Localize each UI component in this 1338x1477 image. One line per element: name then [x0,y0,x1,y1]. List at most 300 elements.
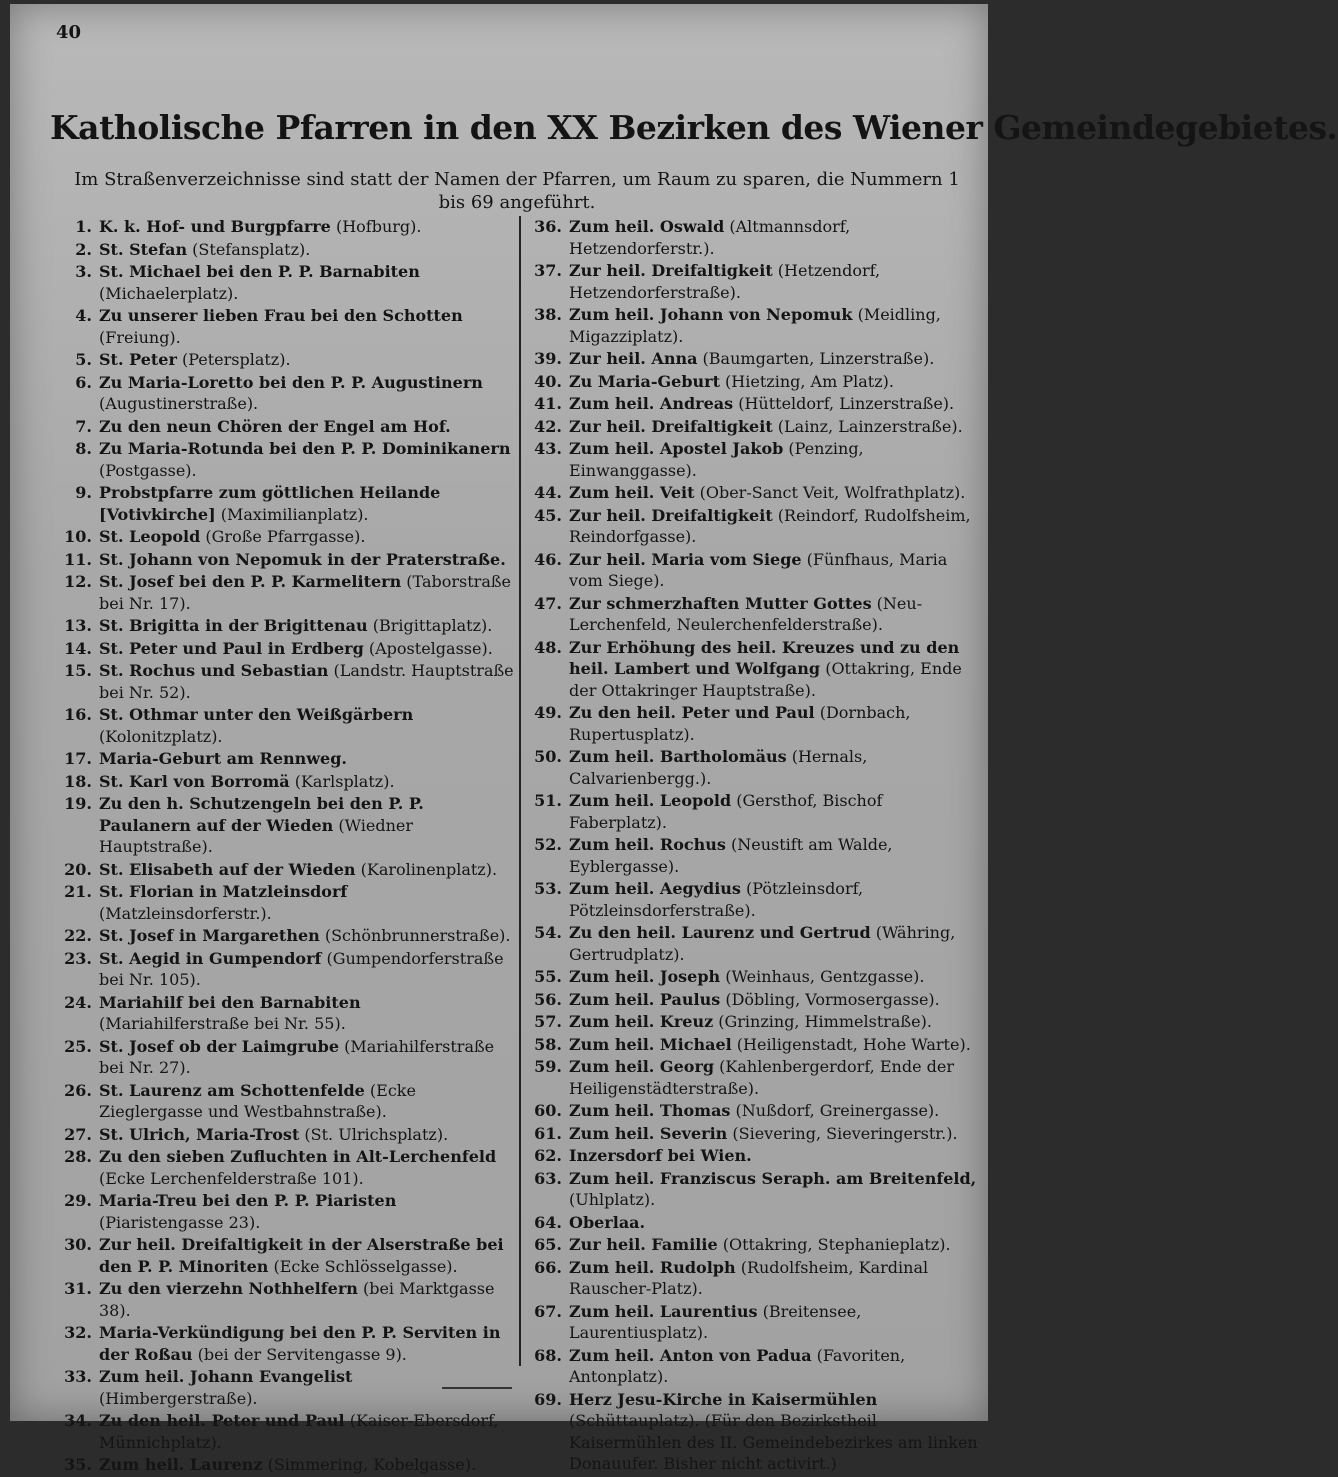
parish-entry [522,1100,982,1122]
parish-text [569,834,982,877]
parish-name: Zum heil. Oswald [569,217,725,236]
parish-number: 30. [64,1235,92,1254]
parish-location: (Hütteldorf, Linzerstraße). [733,394,955,413]
parish-name: Zum heil. Severin [569,1123,728,1143]
parish-number: 67. [534,1301,562,1321]
parish-location: (Petersplatz). [176,350,291,369]
parish-number: 44. [534,483,562,502]
parish-name: Mariahilf bei den Barnabiten [99,992,361,1012]
parish-name: Zur Erhöhung des heil. Kreuzes und zu den heil. Lambert und Wolfgang [569,637,960,678]
parish-number: 52. [534,835,562,854]
parish-name: Zu den heil. Peter und Paul [569,703,815,722]
parish-location: (Hietzing, Am Platz). [719,371,894,391]
parish-location: (Fünfhaus, Maria vom Siege). [569,549,948,590]
parish-location: (Heiligenstadt, Hohe Warte). [731,1034,971,1054]
parish-entry [52,881,514,924]
parish-number: 63. [534,1168,562,1188]
parish-number: 17. [64,749,92,768]
parish-entry [52,1278,514,1321]
parish-number: 22. [64,926,92,945]
parish-text [569,593,982,636]
parish-text [99,571,514,614]
parish-entry [522,966,982,988]
parish-name: Zum heil. Kreuz [569,1012,714,1031]
parish-text [569,1212,982,1234]
parish-entry [52,571,514,614]
parish-number: 45. [534,505,562,525]
parish-name: Zum heil. Aegydius [569,879,741,898]
parish-entry [522,1011,982,1033]
parish-name: Zum heil. Anton von Padua [569,1345,812,1365]
parish-name: Zum heil. Paulus [569,989,721,1009]
parish-list-left [52,216,514,1477]
parish-list-right [522,216,982,1476]
parish-number: 57. [534,1012,562,1031]
parish-name: Herz Jesu-Kirche in Kaisermühlen [569,1389,878,1409]
parish-location: (bei der Servitengasse 9). [192,1344,407,1364]
parish-entry [52,1036,514,1079]
parish-name: Zu Maria-Rotunda bei den P. P. Dominikanern [99,439,511,458]
parish-text [99,1278,514,1321]
parish-entry [522,1123,982,1145]
parish-number: 18. [64,771,92,791]
parish-name: St. Leopold [99,527,201,546]
parish-name: Zum heil. Michael [569,1034,732,1054]
parish-location: (Altmannsdorf, Hetzendorferstr.). [569,217,851,258]
parish-text [569,371,982,393]
parish-name: Zum heil. Leopold [569,791,732,810]
parish-location: (Sievering, Sieveringerstr.). [727,1123,958,1143]
parish-text [99,261,514,304]
parish-number: 60. [534,1101,562,1120]
parish-text [569,746,982,789]
parish-entry [522,393,982,415]
parish-name: Zum heil. Andreas [569,394,734,413]
parish-name: St. Elisabeth auf der Wieden [99,859,356,879]
parish-number: 36. [534,217,562,236]
parish-location: (Hernals, Calvarienbergg.). [569,747,868,788]
parish-text [99,948,514,991]
parish-entry [522,260,982,303]
parish-location: (Dornbach, Rupertusplatz). [569,703,911,744]
parish-location: (Augustinerstraße). [99,394,259,413]
parish-text [569,304,982,347]
parish-name: Inzersdorf bei Wien. [569,1146,752,1165]
parish-location: (Himbergerstraße). [99,1388,258,1408]
parish-name: St. Josef bei den P. P. Karmelitern [99,572,402,591]
parish-name: St. Othmar unter den Weißgärbern [99,705,414,724]
parish-name: Zu Maria-Loretto bei den P. P. Augustinern [99,372,483,392]
parish-entry [522,1168,982,1211]
parish-text [99,1080,514,1123]
parish-number: 54. [534,923,562,942]
parish-text [99,660,514,703]
parish-number: 14. [64,638,92,658]
parish-entry [52,748,514,770]
parish-text [99,216,514,238]
parish-text [99,859,514,881]
parish-entry [522,878,982,921]
parish-entry [52,482,514,525]
parish-name: K. k. Hof- und Burgpfarre [99,217,331,236]
parish-text [569,1123,982,1145]
document-page [10,4,1338,1474]
parish-number: 62. [534,1146,562,1165]
parish-number: 53. [534,879,562,898]
parish-number: 47. [534,593,562,613]
parish-text [569,216,982,259]
parish-text [99,925,514,947]
parish-location: (Kaiser-Ebersdorf, Münnichplatz). [99,1411,499,1452]
parish-location: (Taborstraße bei Nr. 17). [99,572,512,613]
parish-location: (Große Pfarrgasse). [200,527,366,546]
parish-location: (Apostelgasse). [363,638,493,658]
parish-text [99,1322,514,1365]
parish-text [99,372,514,415]
parish-text [569,260,982,303]
parish-text [569,989,982,1011]
parish-text [569,549,982,592]
parish-name: Zur heil. Anna [569,349,698,368]
parish-text [99,305,514,348]
parish-text [569,702,982,745]
parish-text [569,1345,982,1388]
parish-text [569,878,982,921]
parish-entry [522,790,982,833]
parish-number: 11. [64,549,92,569]
parish-number: 58. [534,1034,562,1054]
parish-location: (Reindorf, Rudolfsheim, Reindorfgasse). [569,505,971,546]
parish-entry [52,1190,514,1233]
parish-entry [52,704,514,747]
parish-entry [52,660,514,703]
parish-number: 28. [64,1147,92,1166]
parish-text [569,1234,982,1256]
bottom-rule [442,1387,512,1389]
parish-number: 25. [64,1036,92,1056]
parish-text [99,239,514,261]
parish-location: (Währing, Gertrudplatz). [569,923,956,964]
parish-number: 21. [64,882,92,901]
column-divider [519,216,521,1366]
parish-location: (Baumgarten, Linzerstraße). [697,349,935,368]
page-number: 40 [56,22,82,43]
parish-location: (Schönbrunnerstraße). [319,926,511,945]
parish-number: 68. [534,1345,562,1365]
parish-entry [522,922,982,965]
parish-text [99,1146,514,1189]
parish-number: 50. [534,747,562,766]
parish-entry [52,305,514,348]
parish-location: (Hofburg). [330,217,422,236]
parish-number: 40. [534,371,562,391]
parish-location: (Mariahilferstraße bei Nr. 55). [99,1014,346,1033]
parish-entry [522,216,982,259]
parish-text [569,790,982,833]
parish-name: Zum heil. Thomas [569,1101,731,1120]
parish-text [569,966,982,988]
parish-entry [522,1034,982,1056]
parish-entry [52,261,514,304]
parish-number: 39. [534,349,562,368]
parish-entry [52,1146,514,1189]
parish-name: Zu den heil. Laurenz und Gertrud [569,923,871,942]
parish-text [569,637,982,702]
parish-number: 59. [534,1057,562,1076]
page-subtitle: Im Straßenverzeichnisse sind statt der Namen der Pfarren, um Raum zu sparen, die Nummern 1 bis 69 angeführt. [74,169,960,213]
parish-name: St. Rochus und Sebastian [99,661,329,680]
parish-text [99,1190,514,1233]
parish-name: St. Michael bei den P. P. Barnabiten [99,262,420,281]
parish-name: Zum heil. Franziscus Seraph. am Breitenfeld, [569,1168,977,1188]
parish-name: Zum heil. Johann Evangelist [99,1367,353,1386]
parish-name: Zum heil. Laurentius [569,1301,758,1321]
parish-location: (Lainz, Lainzerstraße). [772,416,963,436]
parish-location: (Gersthof, Bischof Faberplatz). [569,791,883,832]
parish-name: Zum heil. Rochus [569,835,726,854]
parish-number: 6. [75,372,92,392]
parish-location: (Favoriten, Antonplatz). [569,1345,906,1386]
parish-number: 12. [64,572,92,591]
parish-name: Zum heil. Apostel Jakob [569,439,784,458]
parish-location: (Ecke Lerchenfelderstraße 101). [99,1168,364,1188]
parish-entry [52,549,514,571]
parish-entry [522,438,982,481]
parish-location: (Ottakring, Ende der Ottakringer Hauptstraße). [569,659,962,700]
parish-text [99,482,514,525]
parish-text [569,1257,982,1300]
parish-entry [522,549,982,592]
parish-name: St. Laurenz am Schottenfelde [99,1080,365,1100]
parish-entry [522,746,982,789]
parish-text [569,1056,982,1099]
parish-name: St. Stefan [99,239,188,259]
parish-location: (Brigittaplatz). [367,616,493,635]
parish-location: (Weinhaus, Gentzgasse). [720,967,925,986]
parish-number: 5. [75,350,92,369]
parish-number: 37. [534,261,562,280]
parish-number: 32. [64,1323,92,1342]
parish-name: Zur heil. Familie [569,1235,718,1254]
parish-text [99,748,514,770]
parish-location: (Neustift am Walde, Eyblergasse). [569,835,893,876]
parish-number: 16. [64,705,92,724]
parish-location: (Piaristengasse 23). [99,1212,261,1232]
parish-number: 64. [534,1212,562,1232]
parish-text [99,416,514,438]
parish-entry [52,349,514,371]
parish-text [99,1234,514,1277]
parish-name: St. Peter und Paul in Erdberg [99,638,364,658]
parish-entry [522,304,982,347]
parish-text [569,1145,982,1167]
parish-entry [522,1389,982,1475]
parish-text [99,615,514,637]
parish-text [99,1036,514,1079]
parish-name: Zur heil. Dreifaltigkeit [569,261,773,280]
parish-location: (Nußdorf, Greinergasse). [730,1101,940,1120]
parish-text [569,348,982,370]
parish-entry [52,638,514,660]
parish-text [569,1100,982,1122]
parish-location: (Rudolfsheim, Kardinal Rauscher-Platz). [569,1257,929,1298]
parish-name: Zu Maria-Geburt [569,371,720,391]
parish-name: Zur heil. Maria vom Siege [569,549,802,569]
parish-name: Zum heil. Veit [569,483,695,502]
parish-number: 23. [64,948,92,968]
parish-name: St. Florian in Matzleinsdorf [99,882,348,901]
parish-name: Zur heil. Dreifaltigkeit in der Alserstraße bei den P. P. Minoriten [99,1235,504,1276]
parish-entry [522,989,982,1011]
parish-entry [52,1322,514,1365]
parish-number: 66. [534,1257,562,1277]
parish-location: (Hetzendorf, Hetzendorferstraße). [569,261,881,302]
parish-location: (Michaelerplatz). [99,283,239,303]
parish-location: (Matzleinsdorferstr.). [99,903,272,923]
parish-number: 41. [534,394,562,413]
parish-number: 3. [75,262,92,281]
parish-location: (Karolinenplatz). [355,859,498,879]
parish-number: 46. [534,549,562,569]
parish-entry [52,793,514,858]
parish-location: (Landstr. Hauptstraße bei Nr. 52). [99,661,514,702]
parish-name: Zu unserer lieben Frau bei den Schotten [99,306,463,325]
parish-text [99,638,514,660]
parish-name: Zur schmerzhaften Mutter Gottes [569,593,872,613]
parish-number: 51. [534,791,562,810]
parish-location: (Neu-Lerchenfeld, Neulerchenfelderstraße). [569,593,923,634]
parish-location: (St. Ulrichsplatz). [299,1124,449,1144]
parish-location: (Karlsplatz). [289,771,395,791]
parish-location: (Breitensee, Laurentiusplatz). [569,1301,862,1342]
parish-location: (Mariahilferstraße bei Nr. 27). [99,1036,495,1077]
parish-name: Maria-Verkündigung bei den P. P. Serviten in der Roßau [99,1323,501,1364]
parish-location: (Schüttauplatz). (Für den Bezirkstheil Kaisermühlen des II. Gemeindebezirkes am linken Donauufer. Bisher nicht activirt.) [569,1411,978,1473]
parish-entry [522,593,982,636]
parish-location: (Ecke Schlösselgasse). [268,1256,458,1276]
parish-text [99,438,514,481]
parish-number: 56. [534,989,562,1009]
parish-number: 31. [64,1279,92,1298]
parish-location: (Stefansplatz). [187,239,311,259]
parish-location: (Kolonitzplatz). [99,726,223,746]
parish-number: 65. [534,1235,562,1254]
parish-entry [522,371,982,393]
parish-name: St. Josef in Margarethen [99,926,320,945]
parish-entry [52,1410,514,1453]
parish-number: 69. [534,1389,562,1409]
parish-entry [52,526,514,548]
parish-name: Zum heil. Georg [569,1057,715,1076]
parish-location: (Gumpendorferstraße bei Nr. 105). [99,948,504,989]
parish-text [569,438,982,481]
parish-name: St. Johann von Nepomuk in der Praterstraße. [99,549,506,569]
parish-entry [522,416,982,438]
parish-entry [522,348,982,370]
parish-text [569,1034,982,1056]
parish-name: Zu den neun Chören der Engel am Hof. [99,416,451,436]
parish-text [569,1168,982,1211]
parish-name: St. Ulrich, Maria-Trost [99,1124,300,1144]
parish-location: (Pötzleinsdorf, Pötzleinsdorferstraße). [569,879,864,920]
parish-location: (Grinzing, Himmelstraße). [713,1012,932,1031]
parish-name: St. Brigitta in der Brigittenau [99,616,368,635]
parish-location: (Ottakring, Stephanieplatz). [717,1235,951,1254]
parish-entry [522,1234,982,1256]
parish-number: 13. [64,616,92,635]
parish-name: Zum heil. Johann von Nepomuk [569,305,853,324]
parish-name: Zu den sieben Zufluchten in Alt-Lerchenfeld [99,1147,497,1166]
parish-text [99,704,514,747]
parish-entry [52,1124,514,1146]
page-title: Katholische Pfarren in den XX Bezirken des Wiener Gemeindegebietes. [50,108,1338,147]
parish-text [99,793,514,858]
parish-text [99,992,514,1035]
parish-number: 8. [75,439,92,458]
parish-text [99,526,514,548]
parish-text [569,416,982,438]
parish-text [569,393,982,415]
parish-entry [522,1257,982,1300]
parish-entry [52,948,514,991]
parish-entry [52,992,514,1035]
parish-entry [52,1454,514,1476]
parish-number: 10. [64,527,92,546]
parish-number: 9. [75,483,92,502]
parish-name: Zum heil. Joseph [569,967,721,986]
parish-text [99,881,514,924]
parish-entry [522,1145,982,1167]
parish-entry [522,1301,982,1344]
parish-text [569,922,982,965]
parish-number: 33. [64,1367,92,1386]
parish-name: Probstpfarre zum göttlichen Heilande [Votivkirche] [99,483,441,524]
parish-number: 29. [64,1191,92,1210]
parish-name: St. Josef ob der Laimgrube [99,1036,340,1056]
parish-text [569,1389,982,1475]
parish-name: Zu den heil. Peter und Paul [99,1411,345,1430]
parish-number: 19. [64,794,92,813]
parish-number: 34. [64,1411,92,1430]
parish-entry [522,637,982,702]
parish-entry [52,1234,514,1277]
parish-location: (Ober-Sanct Veit, Wolfrathplatz). [694,483,966,502]
parish-entry [522,1056,982,1099]
parish-entry [52,925,514,947]
parish-text [569,1011,982,1033]
parish-name: Zu den h. Schutzengeln bei den P. P. Paulanern auf der Wieden [99,794,424,835]
parish-entry [52,438,514,481]
parish-text [569,482,982,504]
parish-number: 61. [534,1123,562,1143]
parish-location: (Kahlenbergerdorf, Ende der Heiligenstädterstraße). [569,1057,954,1098]
parish-entry [522,482,982,504]
parish-entry [52,216,514,238]
parish-number: 38. [534,305,562,324]
parish-location: (Maximilianplatz). [215,504,369,524]
parish-entry [52,771,514,793]
parish-number: 27. [64,1124,92,1144]
parish-number: 35. [64,1455,92,1474]
parish-text [569,1301,982,1344]
parish-location: (bei Marktgasse 38). [99,1279,495,1320]
parish-number: 24. [64,992,92,1012]
parish-entry [522,1212,982,1234]
parish-name: St. Aegid in Gumpendorf [99,948,322,968]
parish-location: (Döbling, Vormosergasse). [720,989,940,1009]
parish-name: Zur heil. Dreifaltigkeit [569,416,773,436]
parish-name: Zum heil. Laurenz [99,1455,263,1474]
